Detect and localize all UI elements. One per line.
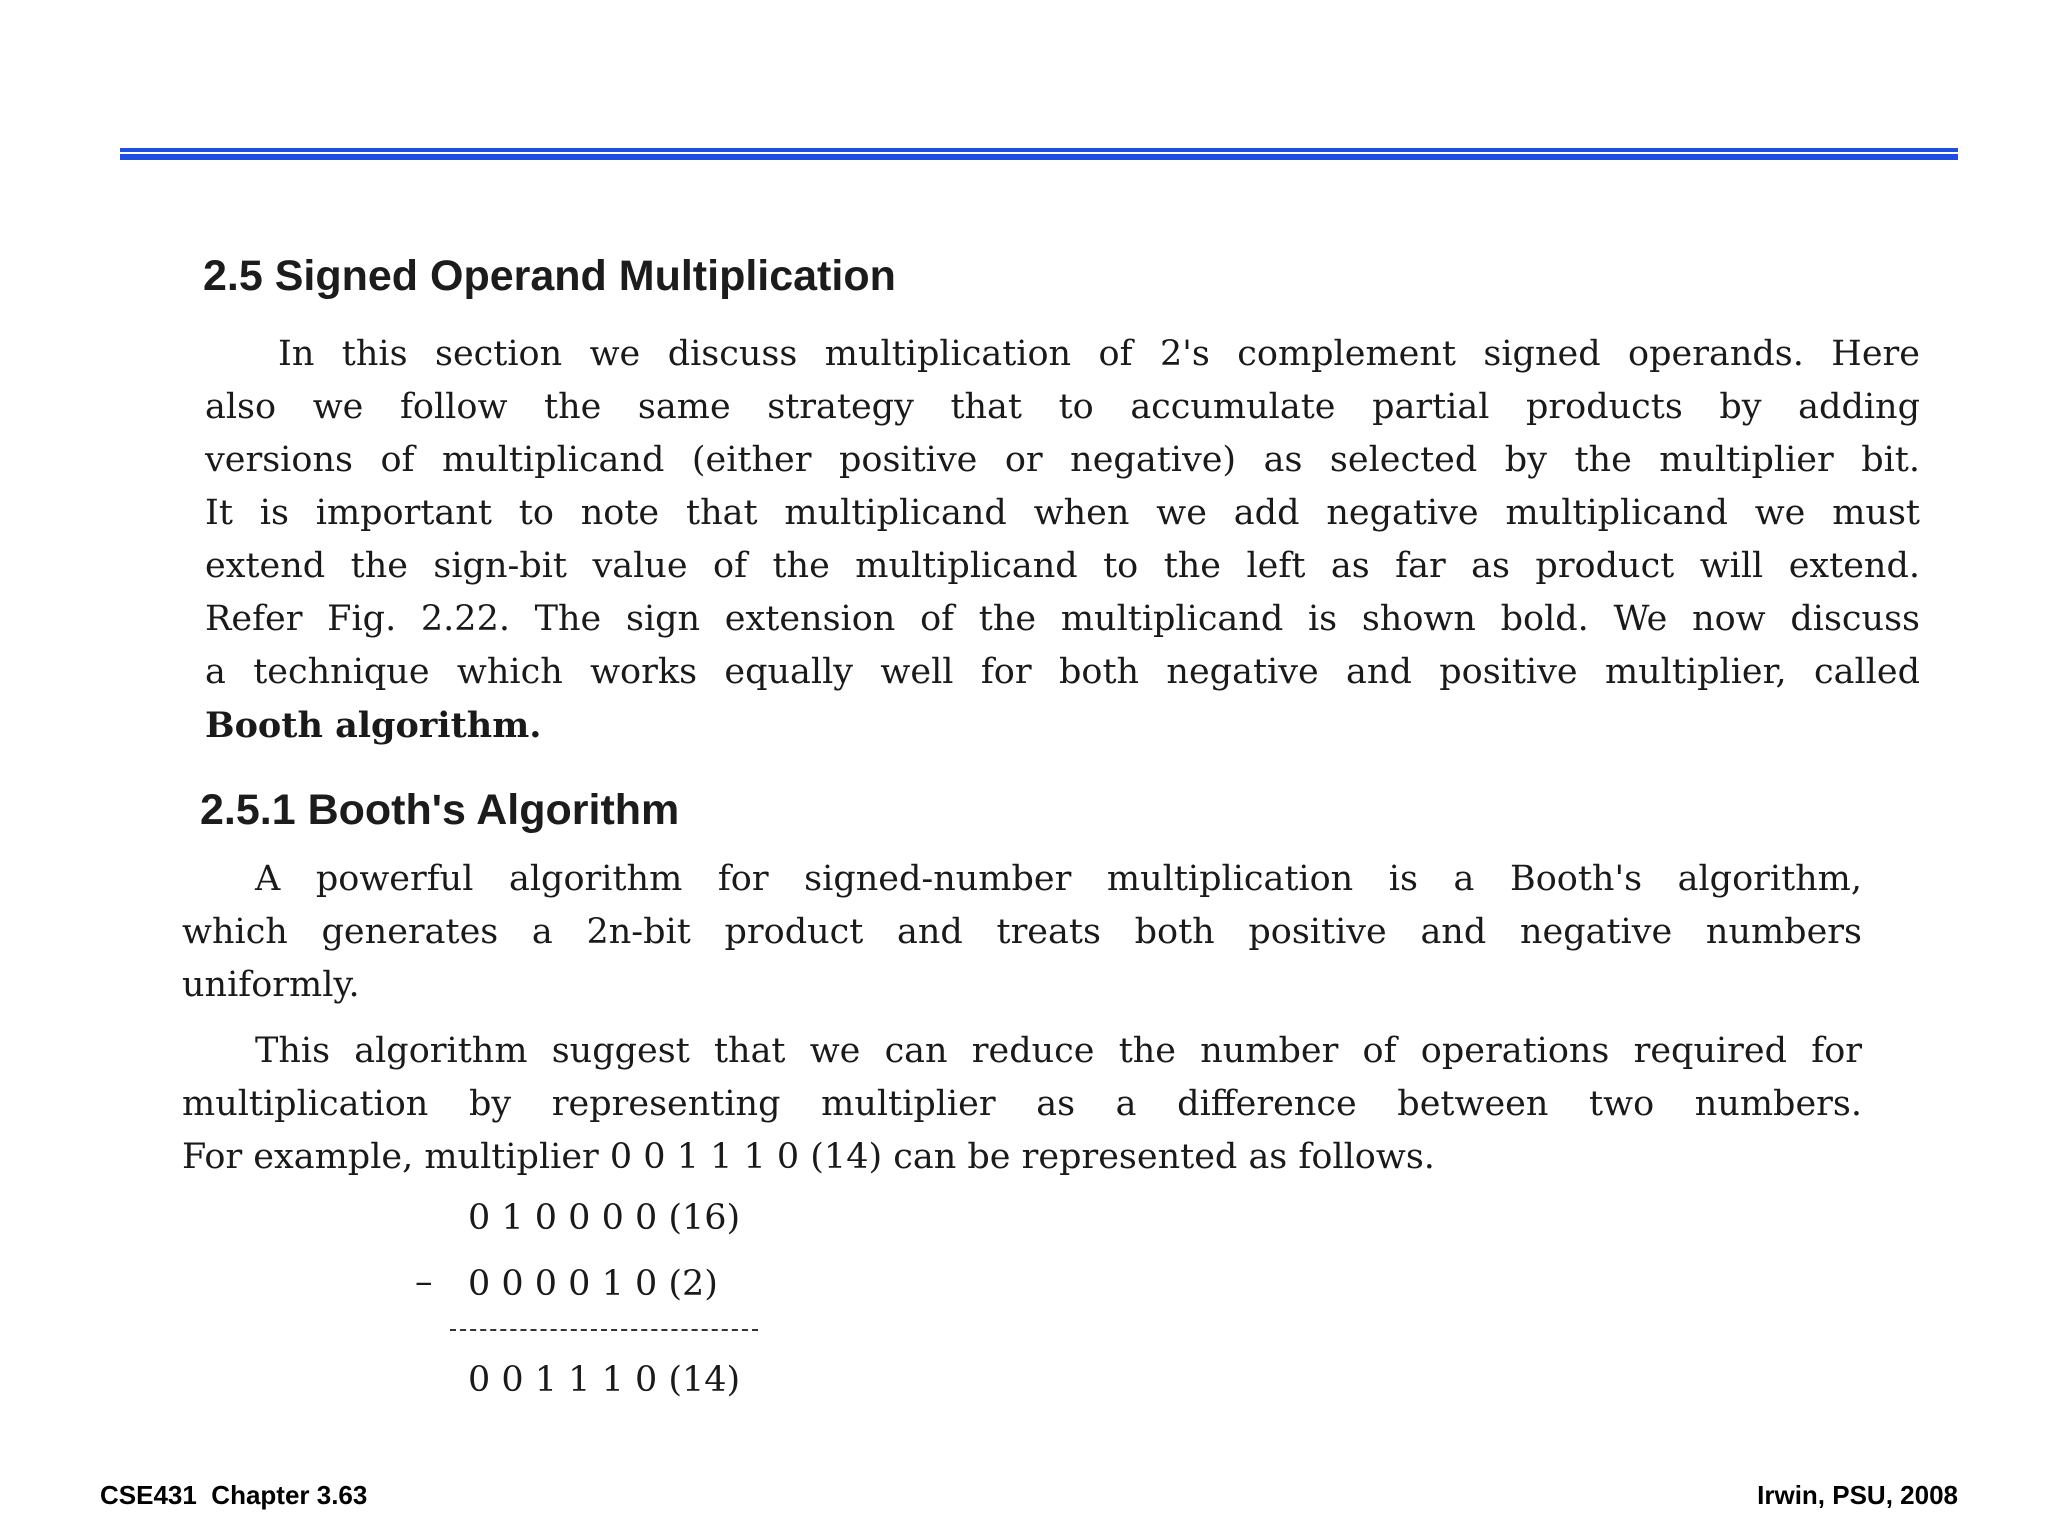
paragraph-line: multiplication by representing multiplier as a difference between two numbers. [182, 1084, 1862, 1124]
section-title: 2.5 Signed Operand Multiplication [203, 252, 896, 300]
paragraph-line: extend the sign-bit value of the multiplicand to the left as far as product will extend. [205, 546, 1920, 586]
calc-divider [450, 1329, 758, 1331]
paragraph-line: Refer Fig. 2.22. The sign extension of the multiplicand is shown bold. We now discuss [205, 599, 1920, 639]
booth-example-paragraph [182, 1025, 1862, 1184]
paragraph-line: In this section we discuss multiplication of 2's complement signed operands. Here [278, 334, 1920, 374]
paragraph-line: also we follow the same strategy that to accumulate partial products by adding [205, 387, 1920, 427]
calc-result: 0 0 1 1 1 0 (14) [468, 1360, 741, 1400]
footer-course-label: CSE431 Chapter 3.63 [100, 1480, 368, 1510]
calc-minus-sign: – [415, 1262, 433, 1302]
paragraph-line: For example, multiplier 0 0 1 1 1 0 (14) can be represented as follows. [182, 1137, 1435, 1177]
subsection-title: 2.5.1 Booth's Algorithm [200, 786, 680, 834]
booth-algorithm-term: Booth algorithm. [205, 705, 542, 746]
booth-intro-paragraph [182, 853, 1862, 1012]
calc-subtrahend: 0 0 0 0 1 0 (2) [468, 1264, 718, 1304]
calc-minuend: 0 1 0 0 0 0 (16) [468, 1198, 741, 1238]
paragraph-line: uniformly. [182, 965, 360, 1005]
header-rule [120, 148, 1958, 160]
footer-credit: Irwin, PSU, 2008 [1757, 1480, 1958, 1510]
intro-paragraph [205, 328, 1920, 752]
paragraph-line: It is important to note that multiplicand when we add negative multiplicand we must [205, 493, 1920, 533]
paragraph-line: versions of multiplicand (either positive or negative) as selected by the multiplier bit. [205, 440, 1920, 480]
paragraph-line: which generates a 2n-bit product and treats both positive and negative numbers [182, 912, 1862, 952]
paragraph-line: This algorithm suggest that we can reduce the number of operations required for [255, 1031, 1862, 1071]
paragraph-line: a technique which works equally well for both negative and positive multiplier, called [205, 652, 1920, 692]
paragraph-line: A powerful algorithm for signed-number multiplication is a Booth's algorithm, [255, 859, 1862, 899]
